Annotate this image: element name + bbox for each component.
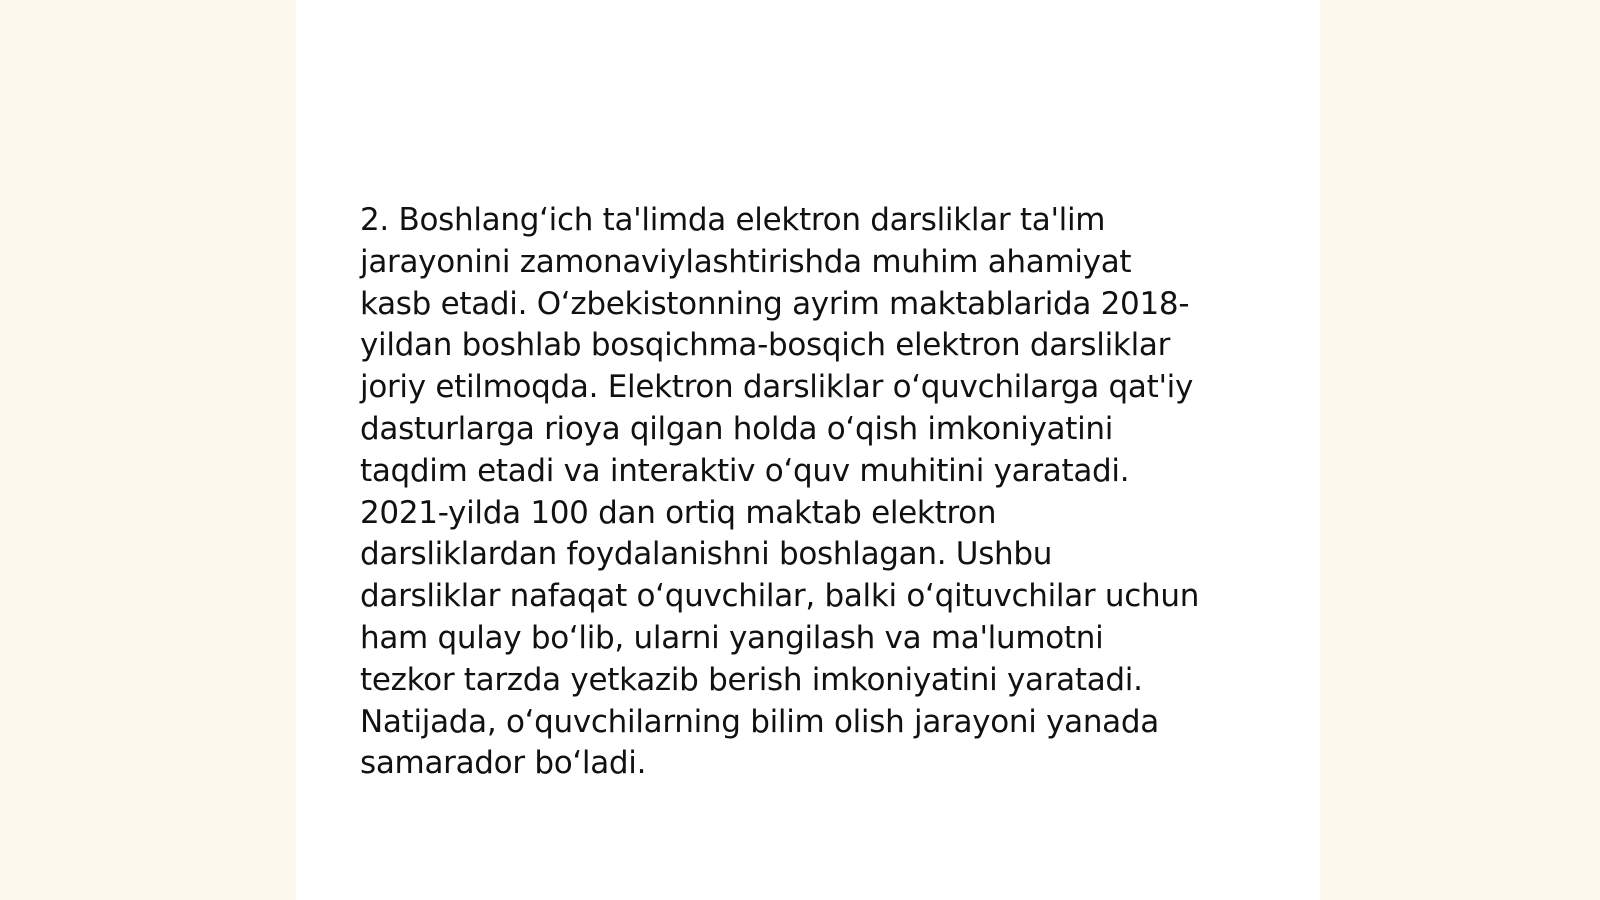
paragraph-line: darsliklardan foydalanishni boshlagan. Ushbu [360,536,1053,573]
paragraph-line: tezkor tarzda yetkazib berish imkoniyatini yaratadi. [360,661,1143,698]
paragraph-line: joriy etilmoqda. Elektron darsliklar o‘quvchilarga qat'iy [360,369,1194,406]
paragraph-line: ham qulay bo‘lib, ularni yangilash va ma'lumotni [360,619,1104,656]
paragraph-line: jarayonini zamonaviylashtirishda muhim ahamiyat [360,243,1132,280]
slide [296,0,1320,900]
paragraph-line: dasturlarga rioya qilgan holda o‘qish imkoniyatini [360,410,1114,447]
paragraph-line: samarador bo‘ladi. [360,745,647,782]
slide-paragraph [360,200,1260,785]
paragraph-line: kasb etadi. O‘zbekistonning ayrim maktablarida 2018- [360,285,1190,322]
paragraph-line: darsliklar nafaqat o‘quvchilar, balki o‘qituvchilar uchun [360,578,1200,615]
paragraph-line: Natijada, o‘quvchilarning bilim olish jarayoni yanada [360,703,1159,740]
paragraph-line: taqdim etadi va interaktiv o‘quv muhitini yaratadi. [360,452,1130,489]
paragraph-line: 2. Boshlang‘ich ta'limda elektron darsliklar ta'lim [360,202,1106,238]
paragraph-line: yildan boshlab bosqichma-bosqich elektron darsliklar [360,327,1171,364]
paragraph-line: 2021-yilda 100 dan ortiq maktab elektron [360,494,997,531]
